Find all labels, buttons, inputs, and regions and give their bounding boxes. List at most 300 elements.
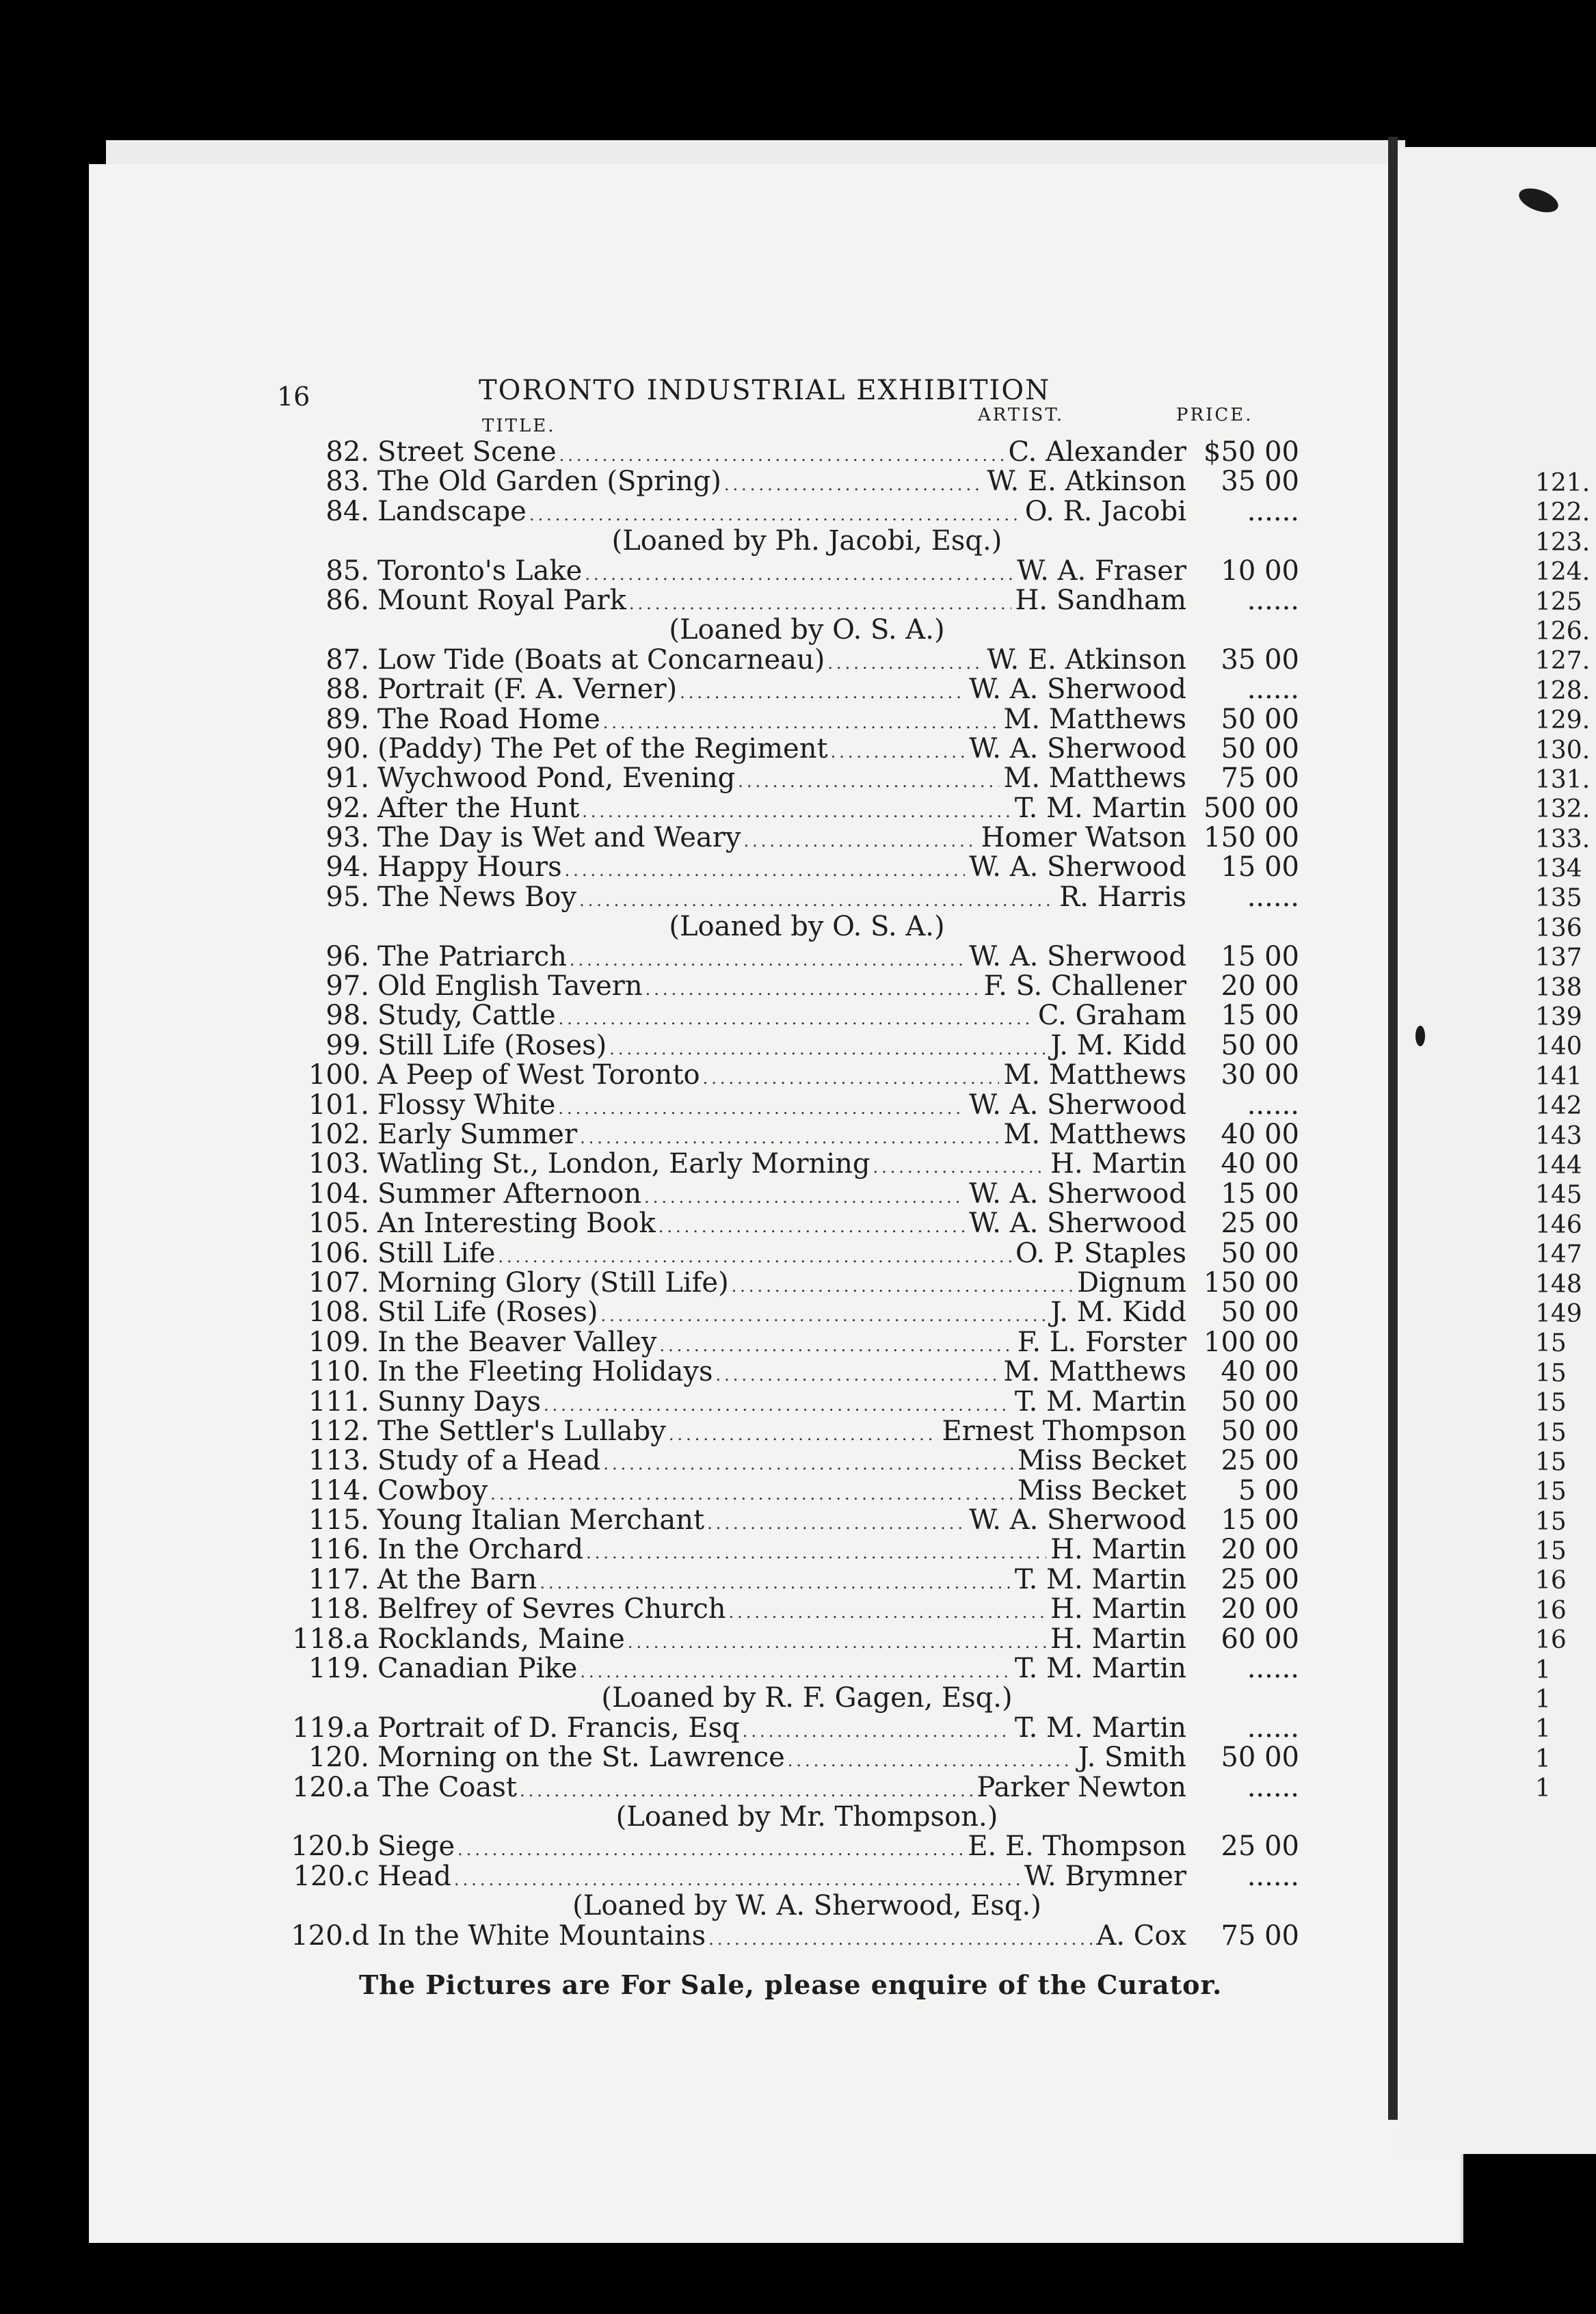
entry-number: 102.: [308, 1118, 369, 1150]
entry-artist: Homer Watson: [981, 822, 1186, 854]
facing-page-number: 121.: [1535, 469, 1591, 497]
catalogue-entry: [287, 467, 1299, 496]
entry-price: 40 00: [1221, 1118, 1299, 1150]
catalogue-entry: [287, 1239, 1299, 1268]
entry-number: 109.: [308, 1326, 369, 1358]
catalogue-entry: [287, 883, 1299, 912]
leader-dots: [724, 470, 983, 500]
leader-dots: [457, 1835, 963, 1865]
entry-number: 95.: [325, 881, 369, 913]
catalogue-entry: [287, 1714, 1299, 1743]
entry-number: 108.: [308, 1296, 369, 1329]
column-header-artist: ARTIST.: [978, 405, 1065, 425]
facing-page-number: 131.: [1535, 765, 1591, 794]
entry-title: (Paddy) The Pet of the Regiment: [377, 732, 828, 764]
entry-artist: T. M. Martin: [1014, 1712, 1186, 1744]
entry-artist: W. A. Sherwood: [969, 1504, 1186, 1537]
entry-artist: W. Brymner: [1024, 1860, 1186, 1892]
entry-artist: T. M. Martin: [1014, 1563, 1186, 1595]
entry-number: 104.: [308, 1178, 369, 1210]
leader-dots: [644, 1183, 965, 1212]
entry-number: 117.: [308, 1563, 369, 1595]
leader-dots: [708, 1925, 1092, 1954]
entry-number: 90.: [325, 732, 369, 764]
entry-number: 92.: [325, 792, 369, 824]
entry-number: 94.: [325, 851, 369, 883]
entry-price: ......: [1247, 674, 1299, 706]
catalogue-entry: [287, 557, 1299, 586]
entry-price: 50 00: [1221, 1742, 1299, 1774]
entry-title: Landscape: [377, 495, 527, 527]
entry-title: Still Life: [377, 1237, 496, 1269]
catalogue-list: [287, 438, 1299, 1951]
facing-page-number: 145: [1535, 1181, 1582, 1210]
entry-title: Street Scene: [377, 436, 557, 468]
entry-price: ......: [1247, 1712, 1299, 1744]
entry-title: The News Boy: [377, 881, 577, 913]
entry-price: 150 00: [1203, 1266, 1299, 1299]
leader-dots: [732, 1272, 1073, 1301]
catalogue-entry: [287, 1832, 1299, 1861]
entry-price: 50 00: [1221, 1415, 1299, 1447]
entry-number: 87.: [325, 643, 369, 676]
entry-number: 115.: [308, 1504, 369, 1537]
leader-dots: [558, 1094, 965, 1123]
leader-dots: [565, 856, 966, 886]
entry-price: ......: [1247, 495, 1299, 527]
entry-title: In the White Mountains: [377, 1919, 706, 1952]
entry-title: After the Hunt: [377, 792, 580, 824]
entry-price: 25 00: [1221, 1831, 1299, 1863]
entry-artist: W. A. Sherwood: [969, 674, 1186, 706]
facing-page-number: 16: [1535, 1567, 1567, 1595]
facing-page-number: 123.: [1535, 528, 1591, 557]
entry-number: 118.: [308, 1593, 369, 1625]
leader-dots: [703, 1064, 1000, 1093]
entry-artist: O. P. Staples: [1015, 1237, 1186, 1269]
entry-number: 120.: [308, 1742, 369, 1774]
entry-artist: J. Smith: [1078, 1742, 1186, 1774]
facing-page-number: 1: [1535, 1655, 1551, 1684]
entry-artist: T. M. Martin: [1014, 1385, 1186, 1418]
entry-price: 40 00: [1221, 1148, 1299, 1180]
loan-note: (Loaned by Ph. Jacobi, Esq.): [611, 525, 1002, 557]
entry-title: Portrait (F. A. Verner): [377, 674, 678, 706]
entry-title: An Interesting Book: [377, 1208, 656, 1240]
entry-artist: J. M. Kidd: [1050, 1029, 1186, 1061]
entry-artist: W. A. Fraser: [1017, 555, 1186, 587]
leader-dots: [520, 1777, 972, 1806]
entry-price: 30 00: [1221, 1059, 1299, 1091]
catalogue-entry: [287, 1446, 1299, 1476]
entry-number: 110.: [308, 1356, 369, 1388]
entry-price: 35 00: [1221, 643, 1299, 676]
catalogue-entry: [287, 1061, 1299, 1090]
catalogue-entry: [287, 794, 1299, 823]
facing-page-number: 15: [1535, 1507, 1567, 1536]
leader-dots: [585, 560, 1013, 589]
facing-page-number: 135: [1535, 884, 1582, 913]
entry-price: 50 00: [1221, 1296, 1299, 1329]
entry-artist: R. Harris: [1059, 881, 1186, 913]
entry-artist: H. Sandham: [1015, 584, 1186, 616]
catalogue-entry: [287, 1209, 1299, 1238]
entry-artist: W. E. Atkinson: [987, 643, 1186, 676]
catalogue-entry: [287, 1180, 1299, 1209]
entry-number: 88.: [325, 674, 369, 706]
entry-number: 97.: [325, 970, 369, 1002]
entry-price: 15 00: [1221, 851, 1299, 883]
entry-title: The Old Garden (Spring): [377, 466, 721, 498]
facing-page-number: 15: [1535, 1389, 1567, 1418]
entry-title: Rocklands, Maine: [377, 1623, 625, 1655]
entry-title: Cowboy: [377, 1474, 488, 1506]
catalogue-entry: [287, 734, 1299, 764]
entry-title: The Patriarch: [377, 940, 567, 972]
catalogue-entry: [287, 1625, 1299, 1654]
catalogue-entry: [287, 1565, 1299, 1595]
entry-title: Mount Royal Park: [377, 584, 626, 616]
leader-dots: [580, 1658, 1010, 1687]
leader-dots: [559, 1005, 1034, 1034]
entry-title: Canadian Pike: [377, 1653, 578, 1685]
leader-dots: [743, 827, 976, 856]
entry-price: 35 00: [1221, 466, 1299, 498]
entry-title: Wychwood Pond, Evening: [377, 762, 736, 795]
entry-price: ......: [1247, 881, 1299, 913]
catalogue-entry: [287, 1654, 1299, 1684]
entry-price: 50 00: [1221, 1385, 1299, 1418]
entry-title: In the Orchard: [377, 1534, 584, 1566]
entry-title: Morning Glory (Still Life): [377, 1266, 729, 1299]
entry-artist: Ernest Thompson: [942, 1415, 1186, 1447]
entry-price: ......: [1247, 1089, 1299, 1121]
entry-artist: M. Matthews: [1003, 762, 1186, 795]
entry-price: 40 00: [1221, 1356, 1299, 1388]
catalogue-entry: [287, 497, 1299, 527]
entry-number: 112.: [308, 1415, 369, 1447]
catalogue-entry: [287, 972, 1299, 1001]
entry-number: 111.: [308, 1385, 369, 1418]
entry-artist: A. Cox: [1096, 1919, 1186, 1952]
ink-mark: [1415, 1026, 1425, 1046]
entry-price: 50 00: [1221, 732, 1299, 764]
entry-number: 91.: [325, 762, 369, 795]
entry-title: The Coast: [377, 1771, 517, 1803]
entry-number: 93.: [325, 822, 369, 854]
entry-number: 120.d: [291, 1919, 369, 1952]
entry-number: 85.: [325, 555, 369, 587]
facing-page-number: 136: [1535, 914, 1582, 942]
entry-title: A Peep of West Toronto: [377, 1059, 700, 1091]
facing-page-number: 124.: [1535, 558, 1591, 587]
catalogue-entry: [287, 1921, 1299, 1951]
facing-page-number: 15: [1535, 1329, 1567, 1358]
entry-artist: M. Matthews: [1003, 1356, 1186, 1388]
facing-page-number: 147: [1535, 1240, 1582, 1269]
leader-dots: [669, 1420, 938, 1450]
facing-page-number: 139: [1535, 1003, 1582, 1032]
entry-number: 116.: [308, 1534, 369, 1566]
facing-page-number: 130.: [1535, 736, 1591, 764]
entry-price: 15 00: [1221, 1178, 1299, 1210]
facing-page-number: 138: [1535, 973, 1582, 1002]
leader-dots: [579, 886, 1055, 916]
entry-number: 83.: [325, 466, 369, 498]
entry-title: Toronto's Lake: [377, 555, 583, 587]
entry-title: At the Barn: [377, 1563, 537, 1595]
entry-price: 15 00: [1221, 1000, 1299, 1032]
catalogue-entry: [287, 1743, 1299, 1772]
catalogue-entry: [287, 1357, 1299, 1387]
catalogue-entry: [287, 1149, 1299, 1179]
entry-artist: M. Matthews: [1003, 1118, 1186, 1150]
entry-artist: Miss Becket: [1018, 1474, 1186, 1506]
column-header-price: PRICE.: [1176, 405, 1253, 425]
facing-page-number: 133.: [1535, 825, 1591, 853]
facing-page-number: 140: [1535, 1033, 1582, 1061]
catalogue-entry: [287, 1535, 1299, 1565]
entry-artist: W. E. Atkinson: [987, 466, 1186, 498]
entry-title: Stil Life (Roses): [377, 1296, 598, 1329]
catalogue-entry: [287, 1268, 1299, 1298]
facing-page-number: 16: [1535, 1596, 1567, 1625]
entry-number: 86.: [325, 584, 369, 616]
entry-price: 25 00: [1221, 1563, 1299, 1595]
footer-note: The Pictures are For Sale, please enquire of the Curator.: [359, 1969, 1223, 2000]
leader-dots: [603, 1450, 1013, 1479]
facing-page-number: 129.: [1535, 706, 1591, 735]
entry-number: 103.: [308, 1148, 369, 1180]
catalogue-entry: [287, 1773, 1299, 1803]
facing-page-number: 137: [1535, 944, 1582, 972]
entry-number: 100.: [308, 1059, 369, 1091]
leader-dots: [628, 1628, 1046, 1658]
facing-page-number: 132.: [1535, 795, 1591, 824]
leader-dots: [529, 501, 1021, 530]
entry-number: 119.: [308, 1653, 369, 1685]
entry-artist: H. Martin: [1050, 1593, 1186, 1625]
catalogue-entry: [287, 942, 1299, 972]
leader-dots: [629, 589, 1011, 619]
entry-artist: W. A. Sherwood: [969, 732, 1186, 764]
catalogue-entry: [287, 1298, 1299, 1327]
entry-price: 25 00: [1221, 1445, 1299, 1477]
entry-title: The Road Home: [377, 703, 600, 735]
catalogue-entry: [287, 1001, 1299, 1030]
catalogue-entry: [287, 823, 1299, 853]
entry-title: Morning on the St. Lawrence: [377, 1742, 785, 1774]
loan-note: (Loaned by O. S. A.): [669, 911, 945, 943]
entry-price: ......: [1247, 584, 1299, 616]
entry-title: Happy Hours: [377, 851, 562, 883]
entry-title: Head: [377, 1860, 452, 1892]
catalogue-entry: [287, 643, 1299, 676]
facing-page-number: 15: [1535, 1359, 1567, 1387]
leader-dots: [659, 1212, 965, 1242]
entry-number: 96.: [325, 940, 369, 972]
facing-page-number: 16: [1535, 1626, 1567, 1655]
entry-number: 105.: [308, 1208, 369, 1240]
entry-title: Belfrey of Sevres Church: [377, 1593, 726, 1625]
entry-artist: T. M. Martin: [1014, 792, 1186, 824]
entry-price: 150 00: [1203, 822, 1299, 854]
leader-dots: [715, 1361, 999, 1390]
entry-artist: M. Matthews: [1003, 1059, 1186, 1091]
entry-title: The Settler's Lullaby: [377, 1415, 666, 1447]
entry-title: Low Tide (Boats at Concarneau): [377, 643, 825, 676]
entry-price: 20 00: [1221, 1534, 1299, 1566]
page-header: TORONTO INDUSTRIAL EXHIBITION: [479, 375, 1051, 406]
entry-title: Flossy White: [377, 1089, 556, 1121]
facing-page-number: 122.: [1535, 498, 1591, 527]
entry-price: 50 00: [1221, 1029, 1299, 1061]
leader-dots: [831, 738, 966, 767]
entry-price: 100 00: [1203, 1326, 1299, 1358]
entry-artist: C. Graham: [1037, 1000, 1186, 1032]
entry-title: Summer Afternoon: [377, 1178, 642, 1210]
leader-dots: [738, 767, 999, 797]
entry-number: 119.a: [292, 1712, 369, 1744]
entry-price: 500 00: [1203, 792, 1299, 824]
leader-dots: [680, 678, 965, 708]
facing-page-number: 128.: [1535, 676, 1591, 705]
leader-dots: [707, 1509, 965, 1539]
entry-number: 99.: [325, 1029, 369, 1061]
entry-artist: C. Alexander: [1008, 436, 1186, 468]
entry-title: In the Beaver Valley: [377, 1326, 657, 1358]
entry-number: 107.: [308, 1266, 369, 1299]
catalogue-entry: [287, 705, 1299, 734]
loan-note: (Loaned by O. S. A.): [669, 614, 945, 646]
catalogue-entry: [287, 1476, 1299, 1506]
catalogue-entry: [287, 1091, 1299, 1120]
facing-page-number: 143: [1535, 1121, 1582, 1150]
page-number: 16: [277, 382, 310, 412]
catalogue-entry: [287, 586, 1299, 615]
entry-artist: M. Matthews: [1003, 703, 1186, 735]
leader-dots: [659, 1331, 1013, 1361]
entry-artist: F. L. Forster: [1017, 1326, 1186, 1358]
entry-artist: E. E. Thompson: [968, 1831, 1186, 1863]
leader-dots: [646, 975, 980, 1005]
catalogue-entry: [287, 1387, 1299, 1417]
entry-artist: Parker Newton: [976, 1771, 1186, 1803]
facing-page-number: 15: [1535, 1418, 1567, 1447]
entry-title: Young Italian Merchant: [377, 1504, 705, 1537]
catalogue-entry: [287, 1506, 1299, 1535]
catalogue-entry: [287, 675, 1299, 704]
entry-number: 98.: [325, 1000, 369, 1032]
leader-dots: [827, 649, 983, 678]
facing-page-number: 142: [1535, 1092, 1582, 1121]
loan-note: (Loaned by R. F. Gagen, Esq.): [601, 1682, 1013, 1714]
entry-number: 120.c: [293, 1860, 369, 1892]
facing-page-number: 1: [1535, 1774, 1551, 1803]
entry-title: Sunny Days: [377, 1385, 542, 1418]
facing-page-number: 126.: [1535, 617, 1591, 646]
entry-price: 60 00: [1221, 1623, 1299, 1655]
facing-page-number: 1: [1535, 1686, 1551, 1714]
catalogue-entry: [287, 1417, 1299, 1446]
entry-artist: J. M. Kidd: [1050, 1296, 1186, 1329]
entry-number: 120.a: [292, 1771, 369, 1803]
entry-price: 15 00: [1221, 940, 1299, 972]
entry-artist: H. Martin: [1050, 1148, 1186, 1180]
facing-page-number: 127.: [1535, 647, 1591, 676]
entry-artist: F. S. Challener: [983, 970, 1186, 1002]
loan-note: (Loaned by Mr. Thompson.): [615, 1800, 998, 1833]
catalogue-entry: [287, 764, 1299, 793]
facing-page-number: 144: [1535, 1151, 1582, 1180]
entry-artist: H. Martin: [1050, 1534, 1186, 1566]
leader-dots: [454, 1865, 1020, 1895]
facing-page-number: 15: [1535, 1537, 1567, 1566]
entry-artist: W. A. Sherwood: [969, 940, 1186, 972]
entry-artist: Dignum: [1077, 1266, 1186, 1299]
catalogue-entry: [287, 1328, 1299, 1357]
loan-note: (Loaned by W. A. Sherwood, Esq.): [572, 1890, 1041, 1922]
entry-artist: W. A. Sherwood: [969, 1178, 1186, 1210]
facing-page-number: 1: [1535, 1744, 1551, 1773]
entry-artist: O. R. Jacobi: [1024, 495, 1186, 527]
facing-page-number: 15: [1535, 1478, 1567, 1506]
column-header-title: TITLE.: [482, 416, 556, 436]
entry-price: 5 00: [1238, 1474, 1299, 1506]
facing-page-number: 134: [1535, 855, 1582, 883]
entry-price: 75 00: [1221, 1919, 1299, 1952]
entry-title: Old English Tavern: [377, 970, 643, 1002]
entry-artist: T. M. Martin: [1014, 1653, 1186, 1685]
entry-artist: H. Martin: [1050, 1623, 1186, 1655]
facing-page-number: 149: [1535, 1299, 1582, 1328]
leader-dots: [729, 1598, 1047, 1627]
entry-price: ......: [1247, 1771, 1299, 1803]
catalogue-entry: [287, 1595, 1299, 1624]
catalogue-entry: [287, 1031, 1299, 1061]
entry-price: 50 00: [1221, 1237, 1299, 1269]
catalogue-entry: [287, 853, 1299, 882]
entry-price: 20 00: [1221, 1593, 1299, 1625]
entry-number: 101.: [308, 1089, 369, 1121]
entry-price: 75 00: [1221, 762, 1299, 795]
catalogue-entry: [287, 438, 1299, 467]
entry-title: Early Summer: [377, 1118, 578, 1150]
entry-title: Study, Cattle: [377, 1000, 556, 1032]
entry-title: Study of a Head: [377, 1445, 601, 1477]
facing-page-number: 125: [1535, 587, 1582, 616]
entry-price: 50 00: [1221, 703, 1299, 735]
entry-title: In the Fleeting Holidays: [377, 1356, 713, 1388]
leader-dots: [600, 1301, 1046, 1331]
entry-price: 20 00: [1221, 970, 1299, 1002]
catalogue-entry: [287, 1120, 1299, 1149]
facing-page-number: 141: [1535, 1062, 1582, 1091]
facing-page-number: 1: [1535, 1715, 1551, 1744]
entry-artist: Miss Becket: [1018, 1445, 1186, 1477]
entry-title: Watling St., London, Early Morning: [377, 1148, 870, 1180]
entry-number: 113.: [308, 1445, 369, 1477]
entry-number: 106.: [308, 1237, 369, 1269]
facing-page-number: 146: [1535, 1210, 1582, 1239]
entry-number: 118.a: [292, 1623, 369, 1655]
entry-price: ......: [1247, 1860, 1299, 1892]
entry-title: The Day is Wet and Weary: [377, 822, 741, 854]
entry-price: 15 00: [1221, 1504, 1299, 1537]
facing-page-numbers: [1535, 468, 1590, 1804]
entry-title: Siege: [377, 1831, 455, 1863]
entry-title: Portrait of D. Francis, Esq: [377, 1712, 740, 1744]
